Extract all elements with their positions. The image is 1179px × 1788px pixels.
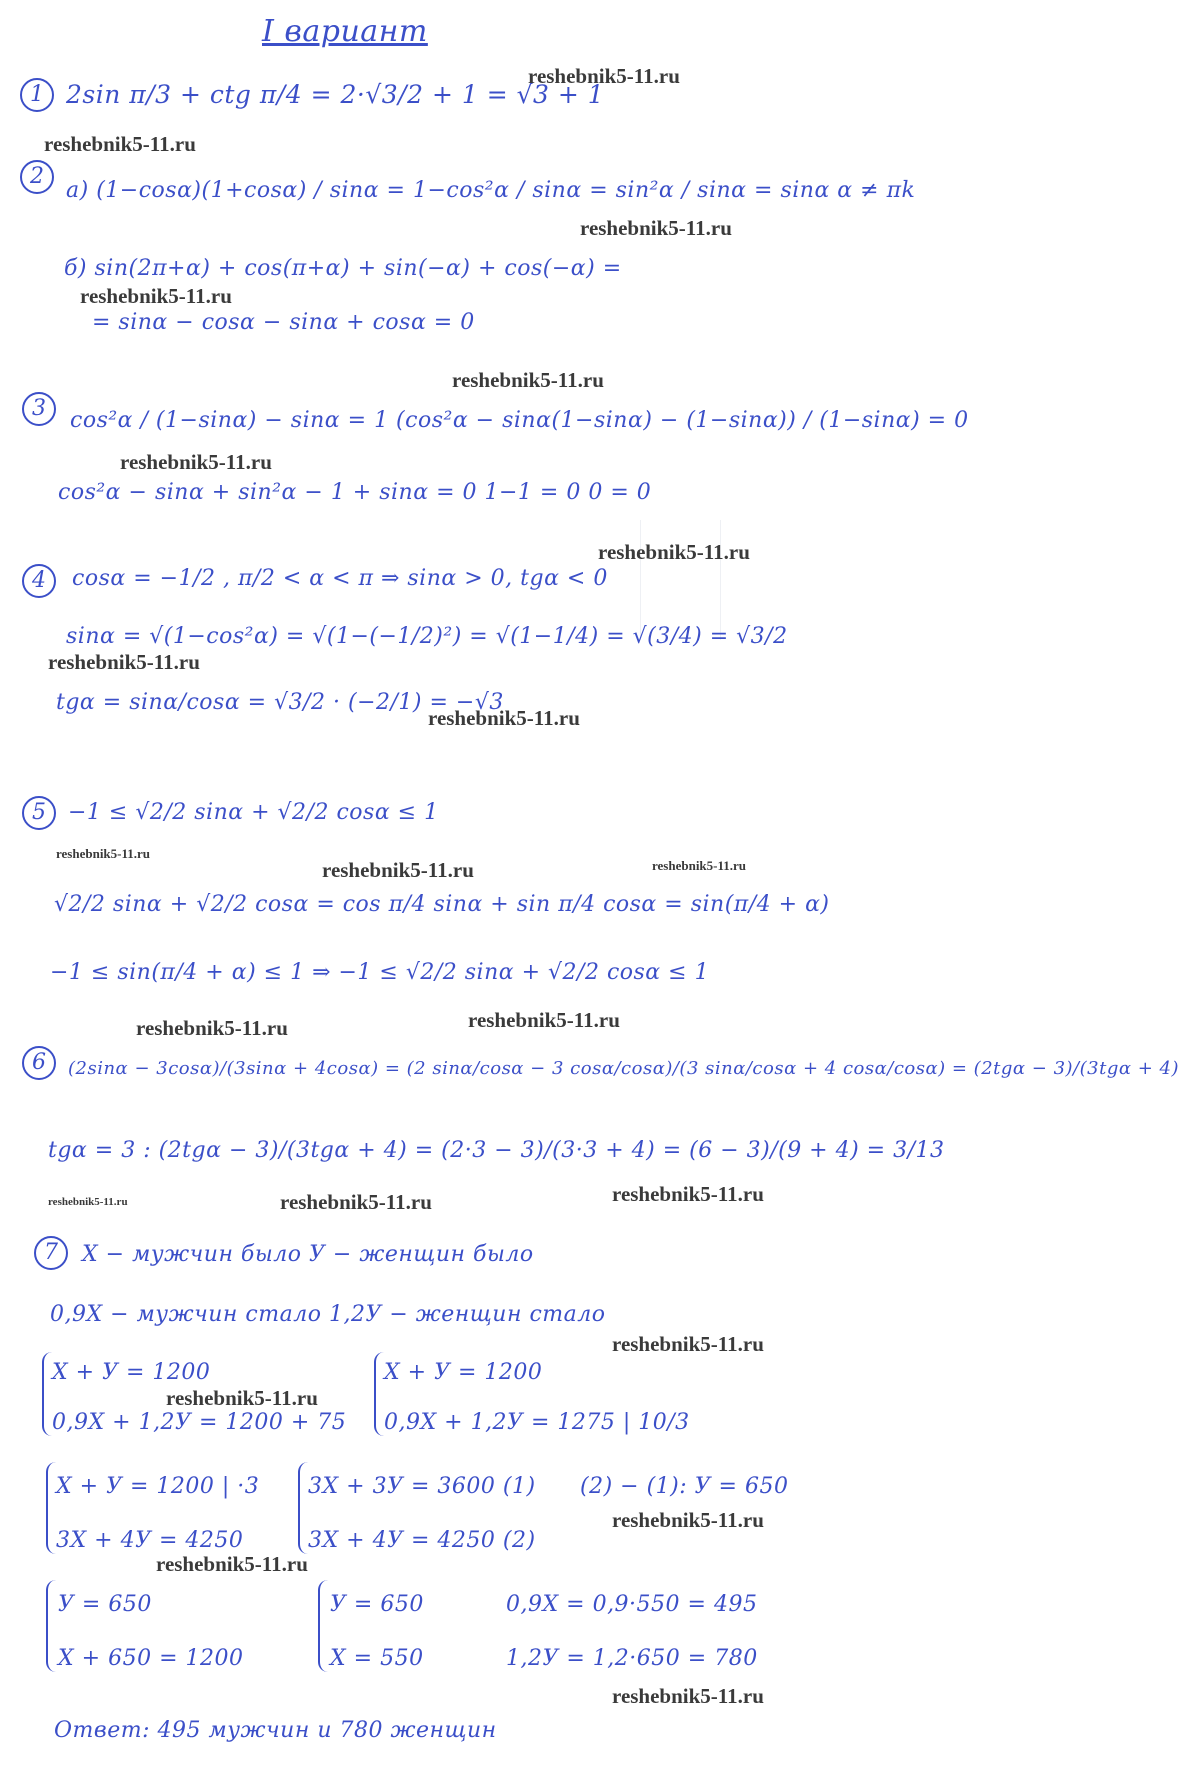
task2-line-b1: б) sin(2π+α) + cos(π+α) + sin(−α) + cos(−α) = [64,256,622,281]
task7-answer: Ответ: 495 мужчин и 780 женщин [54,1718,497,1743]
system3-eq2: 3X + 4У = 4250 [56,1528,244,1553]
task4-line2: sinα = √(1−cos²α) = √(1−(−1/2)²) = √(1−1/4) = √(3/4) = √3/2 [66,624,788,649]
watermark: reshebnik5-11.ru [48,650,200,674]
system4-eq2: 3X + 4У = 4250 (2) [308,1528,536,1553]
watermark: reshebnik5-11.ru [528,64,680,88]
task-number: 4 [22,564,56,598]
watermark: reshebnik5-11.ru [56,846,151,861]
watermark: reshebnik5-11.ru [80,284,232,308]
watermark: reshebnik5-11.ru [428,706,580,730]
task5-line1: −1 ≤ √2/2 sinα + √2/2 cosα ≤ 1 [68,800,439,825]
task7-result1: (2) − (1): У = 650 [580,1474,789,1499]
system-brace [374,1352,384,1436]
system-brace [46,1580,56,1672]
watermark: reshebnik5-11.ru [612,1332,764,1356]
system-brace [318,1580,328,1672]
task-number: 2 [20,160,54,194]
background-grid-line [720,520,721,640]
task7-result2a: 0,9X = 0,9·550 = 495 [506,1592,758,1617]
watermark: reshebnik5-11.ru [452,368,604,392]
task3-line2: cos²α − sinα + sin²α − 1 + sinα = 0 1−1 = 0 0 = 0 [58,480,652,505]
task-number: 5 [22,796,56,830]
task-number: 7 [34,1236,68,1270]
watermark: reshebnik5-11.ru [44,132,196,156]
watermark: reshebnik5-11.ru [136,1016,288,1040]
task2-line-a: а) (1−cosα)(1+cosα) / sinα = 1−cos²α / sinα = sin²α / sinα = sinα α ≠ πk [66,178,916,203]
task6-line2: tgα = 3 : (2tgα − 3)/(3tgα + 4) = (2·3 − 3)/(3·3 + 4) = (6 − 3)/(9 + 4) = 3/13 [48,1138,945,1163]
system-brace [42,1352,52,1436]
variant-title: I вариант [262,14,428,49]
task6-line1: (2sinα − 3cosα)/(3sinα + 4cosα) = (2 sinα/cosα − 3 cosα/cosα)/(3 sinα/cosα + 4 cosα/cosα) = (2tgα − 3)/(3tgα + 4) [68,1058,1179,1079]
watermark: reshebnik5-11.ru [652,858,747,873]
watermark: reshebnik5-11.ru [166,1386,318,1410]
task3-line1: cos²α / (1−sinα) − sinα = 1 (cos²α − sinα(1−sinα) − (1−sinα)) / (1−sinα) = 0 [70,408,969,433]
watermark: reshebnik5-11.ru [156,1552,308,1576]
system-brace [298,1462,308,1554]
task4-line1: cosα = −1/2 , π/2 < α < π ⇒ sinα > 0, tgα < 0 [72,566,608,591]
system6-eq1: У = 650 [330,1592,424,1617]
task1-line: 2sin π/3 + ctg π/4 = 2·√3/2 + 1 = √3 + 1 [66,80,605,109]
watermark: reshebnik5-11.ru [580,216,732,240]
task7-line2: 0,9X − мужчин стало 1,2У − женщин стало [50,1302,606,1327]
system4-eq1: 3X + 3У = 3600 (1) [308,1474,536,1499]
system2-eq1: X + У = 1200 [384,1360,543,1385]
task-number: 1 [20,78,54,112]
watermark: reshebnik5-11.ru [612,1684,764,1708]
task2-line-b2: = sinα − cosα − sinα + cosα = 0 [92,310,475,335]
watermark: reshebnik5-11.ru [612,1508,764,1532]
system3-eq1: X + У = 1200 | ·3 [56,1474,260,1499]
watermark: reshebnik5-11.ru [598,540,750,564]
system6-eq2: X = 550 [330,1646,424,1671]
watermark: reshebnik5-11.ru [120,450,272,474]
background-grid-line [640,520,641,640]
system-brace [46,1462,56,1554]
system2-eq2: 0,9X + 1,2У = 1275 | 10/3 [384,1410,690,1435]
task4-line3: tgα = sinα/cosα = √3/2 · (−2/1) = −√3 [56,690,504,715]
task-number: 6 [22,1046,56,1080]
task5-line3: −1 ≤ sin(π/4 + α) ≤ 1 ⇒ −1 ≤ √2/2 sinα + √2/2 cosα ≤ 1 [50,960,710,985]
task-number: 3 [22,392,56,426]
system5-eq1: У = 650 [58,1592,152,1617]
watermark: reshebnik5-11.ru [612,1182,764,1206]
task7-line1: X − мужчин было У − женщин было [82,1242,534,1267]
watermark: reshebnik5-11.ru [280,1190,432,1214]
system1-eq2: 0,9X + 1,2У = 1200 + 75 [52,1410,347,1435]
task7-result2b: 1,2У = 1,2·650 = 780 [506,1646,758,1671]
task5-line2: √2/2 sinα + √2/2 cosα = cos π/4 sinα + sin π/4 cosα = sin(π/4 + α) [54,892,830,917]
watermark: reshebnik5-11.ru [48,1196,128,1208]
system5-eq2: X + 650 = 1200 [58,1646,244,1671]
watermark: reshebnik5-11.ru [322,858,474,882]
watermark: reshebnik5-11.ru [468,1008,620,1032]
system1-eq1: X + У = 1200 [52,1360,211,1385]
